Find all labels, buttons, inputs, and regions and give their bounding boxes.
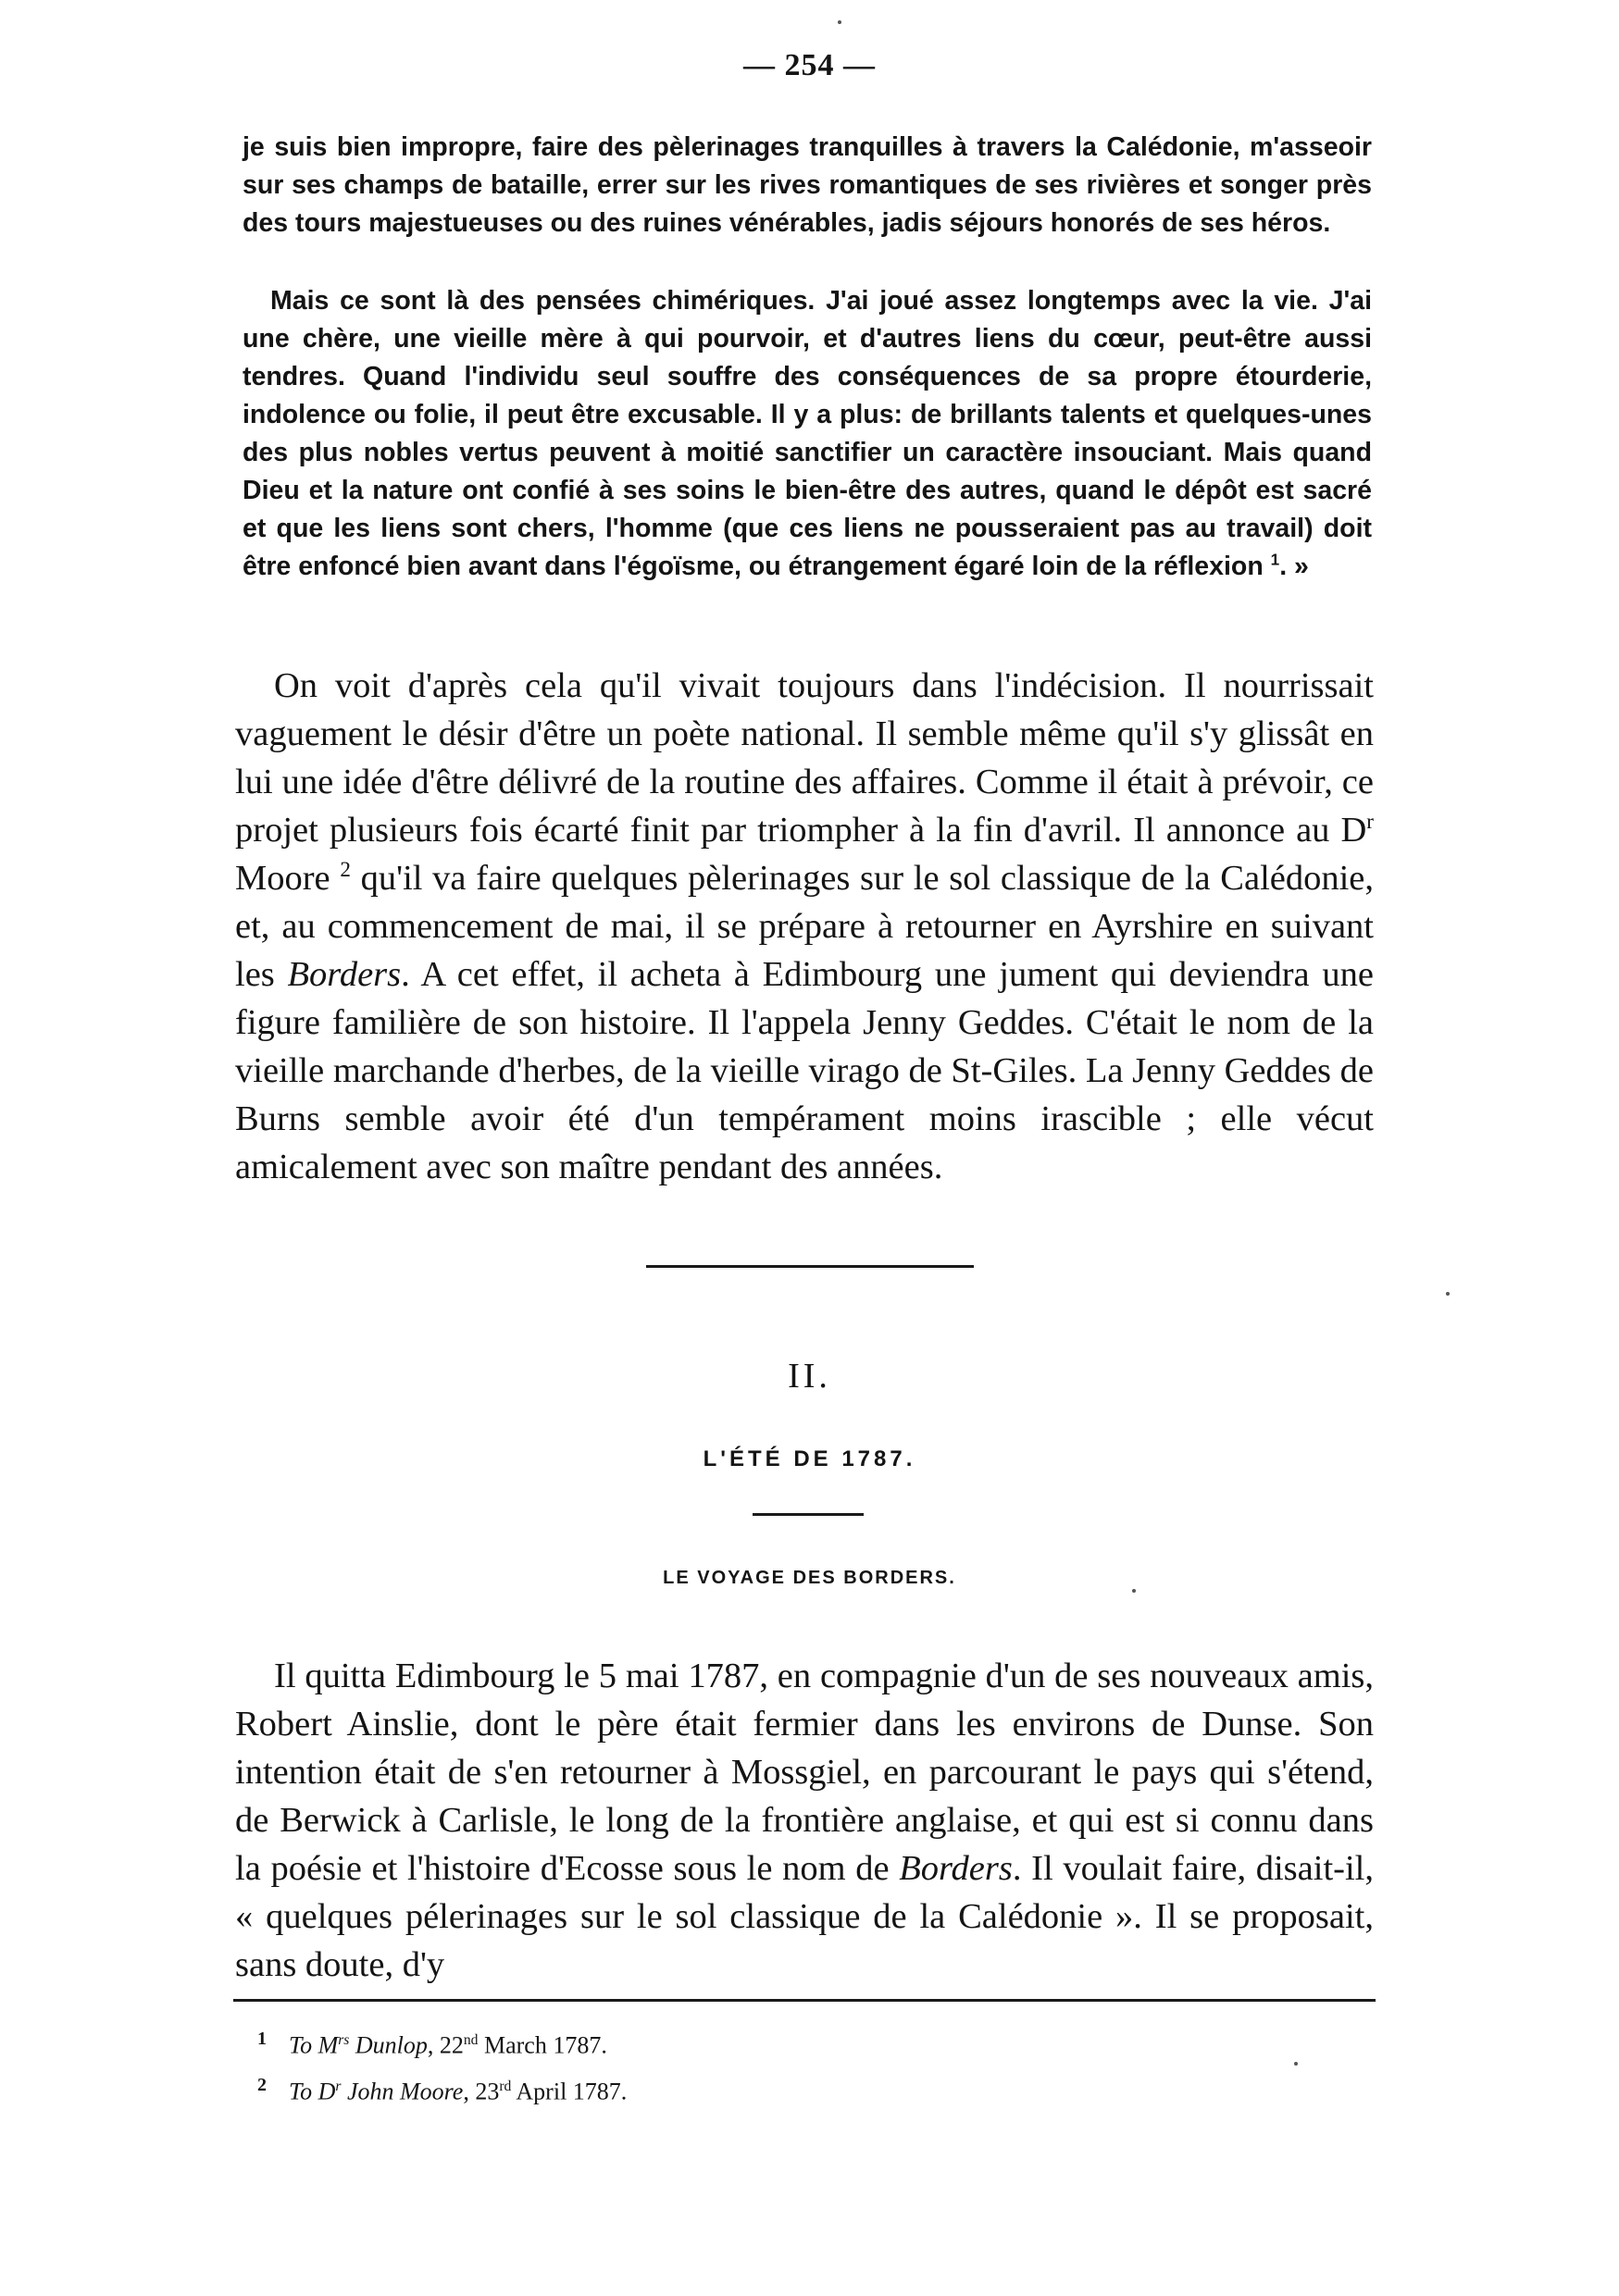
footnote-1-day: , 22	[427, 2031, 464, 2059]
footnote-ref-1[interactable]: 1	[1270, 551, 1280, 569]
footnote-2-day: , 23	[463, 2078, 500, 2105]
footnote-2	[257, 2066, 627, 2112]
main-text-b: Moore	[235, 859, 330, 898]
footnote-mark-1: 1	[257, 2029, 267, 2049]
speck	[1294, 2062, 1298, 2066]
main-paragraph	[235, 662, 1374, 1191]
footnote-1-day-sup: nd	[463, 2032, 479, 2048]
footnote-2-day-sup: rd	[499, 2078, 512, 2094]
footnote-2-to-sup: r	[335, 2078, 342, 2094]
main-text-c: qu'il va faire quelques pèlerinages sur le sol classique de la Calédonie, et, au commencement de mai, il se prépare à retourner en Ayrshire en suivant les	[235, 859, 1375, 994]
footnote-2-to: To D	[289, 2078, 336, 2105]
main-text-a: On voit d'après cela qu'il vivait toujours dans l'indécision. Il nourrissait vaguement le désir d'être un poète national. Il semble même qu'il s'y glissât en lui une idée d'être délivré de la routine des affaires. Comme il était à prévoir, ce projet plusieurs fois écarté finit par triompher à la fin d'avril. Il annonce au D	[235, 666, 1374, 850]
chapter-title: L'ÉTÉ DE 1787.	[703, 1446, 916, 1471]
quote-text-2: Mais ce sont là des pensées chimériques. J'ai joué assez longtemps avec la vie. J'ai une chère, une vieille mère à qui pourvoir, et d'autres liens du cœur, peut-être aussi tendres. Quand l'individu seul souffre des conséquences de sa propre étourderie, indolence ou folie, il peut être excusable. Il y a plus: de brillants talents et quelques-unes des plus nobles vertus peuvent à moitié sanctifier un caractère insouciant. Mais quand Dieu et la nature ont confié à ses soins le bien-être des autres, quand le dépôt est sacré et que les liens sont chers, l'homme (que ces liens ne pousseraient pas au travail) doit être enfoncé bien avant dans l'égoïsme, ou étrangement égaré loin de la réflexion	[243, 286, 1372, 581]
footnote-2-name: John Moore	[341, 2078, 464, 2105]
borders-italic-2: Borders	[899, 1849, 1013, 1888]
footnote-1	[257, 2019, 627, 2066]
second-text-a: Il quitta Edimbourg le 5 mai 1787, en compagnie d'un de ses nouveaux amis, Robert Ainslie, dont le père était fermier dans les environs de Dunse. Son intention était de s'en retourner à Mossgiel, en parcourant le pays qui s'étend, de Berwick à Carlisle, le long de la frontière anglaise, et qui est si connu dans la poésie et l'histoire d'Ecosse sous le nom de	[235, 1657, 1374, 1888]
second-text-b: . Il voulait faire, disait-il, « quelques pélerinages sur le sol classique de la Calédonie ». Il se proposait, sans doute, d'y	[235, 1849, 1374, 1984]
second-paragraph	[235, 1652, 1374, 1989]
speck	[1446, 1292, 1450, 1296]
section-divider	[646, 1265, 974, 1268]
speck	[1132, 1589, 1136, 1593]
dr-superscript: r	[1366, 809, 1374, 834]
footnote-1-name: Dunlop	[349, 2031, 428, 2059]
quote-paragraph-2	[243, 282, 1372, 586]
quote-text-1: je suis bien impropre, faire des pèlerinages tranquilles à travers la Calédonie, m'asseoir sur ses champs de bataille, errer sur les rives romantiques de ses rivières et songer près des tours majestueuses ou des ruines vénérables, jadis séjours honorés de ses héros.	[243, 132, 1372, 238]
quote-paragraph-1	[243, 129, 1372, 242]
footnotes	[257, 2019, 627, 2111]
footnote-1-date: March 1787.	[478, 2031, 607, 2059]
footnote-rule	[233, 1999, 1376, 2002]
title-divider	[753, 1513, 864, 1516]
footnote-2-date: April 1787.	[511, 2078, 628, 2105]
page-number: — 254 —	[743, 48, 876, 82]
quote-closing: . »	[1279, 552, 1309, 581]
section-title: LE VOYAGE DES BORDERS.	[663, 1568, 956, 1588]
footnote-ref-2[interactable]: 2	[340, 857, 351, 882]
chapter-heading: II.	[788, 1357, 831, 1396]
footnote-mark-2: 2	[257, 2074, 267, 2095]
footnote-1-to: To M	[289, 2031, 339, 2059]
main-text-d: . A cet effet, il acheta à Edimbourg une jument qui deviendra une figure familière de son histoire. Il l'appela Jenny Geddes. C'était le nom de la vieille marchande d'herbes, de la vieille virago de St-Giles. La Jenny Geddes de Burns semble avoir été d'un tempérament moins irascible ; elle vécut amicalement avec son maître pendant des années.	[235, 955, 1374, 1186]
footnote-1-to-sup: rs	[338, 2032, 350, 2048]
borders-italic: Borders	[287, 955, 402, 994]
speck	[838, 20, 841, 24]
